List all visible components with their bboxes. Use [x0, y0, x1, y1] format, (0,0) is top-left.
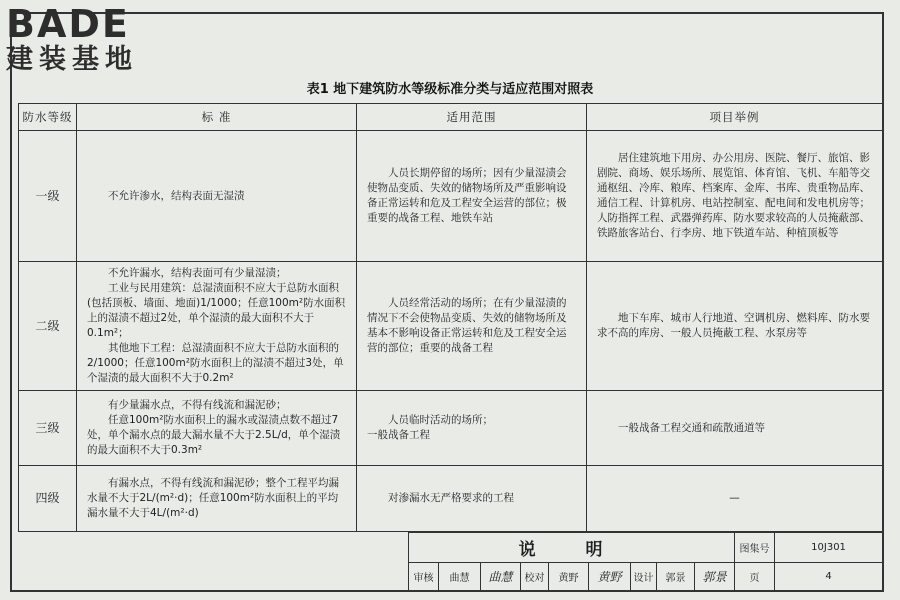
standard-text: 其他地下工程：总湿渍面积不应大于总防水面积的2/1000；任意100m²防水面积上的湿渍不超过3处，单个湿渍的最大面积不大于0.2m² [87, 342, 344, 384]
examples-cell [587, 391, 883, 466]
standard-text: 不允许漏水，结构表面可有少量湿渍； [108, 267, 287, 279]
standard-text: 有少量漏水点，不得有线流和漏泥砂； [108, 399, 287, 411]
design-label: 设计 [631, 563, 657, 591]
table-header-row [19, 104, 883, 131]
table-title: 表1 地下建筑防水等级标准分类与适应范围对照表 [306, 82, 594, 97]
scope-cell [357, 466, 587, 532]
scope-text: 对渗漏水无严格要求的工程 [388, 492, 514, 504]
review-name: 曲慧 [439, 563, 481, 591]
col-header-examples: 项目举例 [587, 104, 883, 131]
grade-cell: 二级 [19, 262, 77, 391]
title-block-heading: 说 明 [409, 533, 735, 563]
table-row [19, 262, 883, 391]
standard-text: 任意100m²防水面积上的漏水或湿渍点数不超过7处，单个漏水点的最大漏水量不大于2.5L/d，单个湿渍的最大面积不大于0.3m² [87, 414, 341, 456]
table-row [19, 131, 883, 262]
grade-cell: 四级 [19, 466, 77, 532]
page-number: 4 [775, 563, 883, 591]
standard-cell [77, 391, 357, 466]
examples-cell [587, 262, 883, 391]
design-signature: 郭景 [695, 563, 735, 591]
scope-text: 人员临时活动的场所； [388, 414, 493, 426]
logo-wordmark: BADE [6, 2, 130, 46]
standard-text: 工业与民用建筑：总湿渍面积不应大于总防水面积(包括顶板、墙面、地面)1/1000；任意100m²防水面积上的湿渍不超过2处，单个湿渍的最大面积不大于0.1m²； [87, 282, 346, 339]
standard-cell [77, 131, 357, 262]
examples-text: — [729, 492, 740, 504]
examples-cell [587, 466, 883, 532]
atlas-number: 10J301 [775, 533, 883, 563]
scope-text: 一般战备工程 [367, 429, 430, 441]
col-header-scope: 适用范围 [357, 104, 587, 131]
examples-text: 居住建筑地下用房、办公用房、医院、餐厅、旅馆、影剧院、商场、娱乐场所、展览馆、体育馆、飞机、车船等交通枢纽、冷库、粮库、档案库、金库、书库、贵重物品库、通信工程、计算机房、电站控制室、配电间和发电机房等；人防指挥工程、武器弹药库、防水要求较高的人员掩蔽部、铁路旅客站台、行李房、地下铁道车站、种植顶板等 [597, 152, 870, 239]
check-label: 校对 [521, 563, 549, 591]
scope-cell [357, 391, 587, 466]
bade-logo [6, 4, 181, 82]
table-row [19, 466, 883, 532]
scope-cell [357, 131, 587, 262]
review-signature: 曲慧 [481, 563, 521, 591]
standard-cell [77, 466, 357, 532]
page-label: 页 [735, 563, 775, 591]
logo-subtitle: 建装基地 [6, 44, 138, 75]
scope-text: 人员长期停留的场所；因有少量湿渍会使物品变质、失效的储物场所及严重影响设备正常运转和危及工程安全运营的部位；极重要的战备工程、地铁车站 [367, 167, 567, 224]
standard-text: 不允许渗水，结构表面无湿渍 [108, 189, 245, 202]
design-name: 郭景 [657, 563, 695, 591]
scope-cell [357, 262, 587, 391]
review-label: 审核 [409, 563, 439, 591]
grade-cell: 一级 [19, 131, 77, 262]
table-row [19, 391, 883, 466]
standard-text: 有漏水点，不得有线流和漏泥砂；整个工程平均漏水量不大于2L/(m²·d)；任意100m²防水面积上的平均漏水量不大于4L/(m²·d) [87, 477, 339, 519]
examples-text: 一般战备工程交通和疏散通道等 [618, 421, 765, 434]
standard-cell [77, 262, 357, 391]
check-signature: 黄野 [589, 563, 631, 591]
title-block [408, 532, 883, 591]
check-name: 黄野 [549, 563, 589, 591]
col-header-standard: 标 准 [77, 104, 357, 131]
col-header-grade: 防水等级 [19, 104, 77, 131]
examples-text: 地下车库、城市人行地道、空调机房、燃料库、防水要求不高的库房、一般人员掩蔽工程、水泵房等 [597, 312, 870, 339]
grade-cell: 三级 [19, 391, 77, 466]
waterproof-grade-table [18, 103, 883, 532]
atlas-label: 图集号 [735, 533, 775, 563]
scope-text: 人员经常活动的场所；在有少量湿渍的情况下不会使物品变质、失效的储物场所及基本不影响设备正常运转和危及工程安全运营的部位；重要的战备工程 [367, 297, 567, 354]
examples-cell [587, 131, 883, 262]
